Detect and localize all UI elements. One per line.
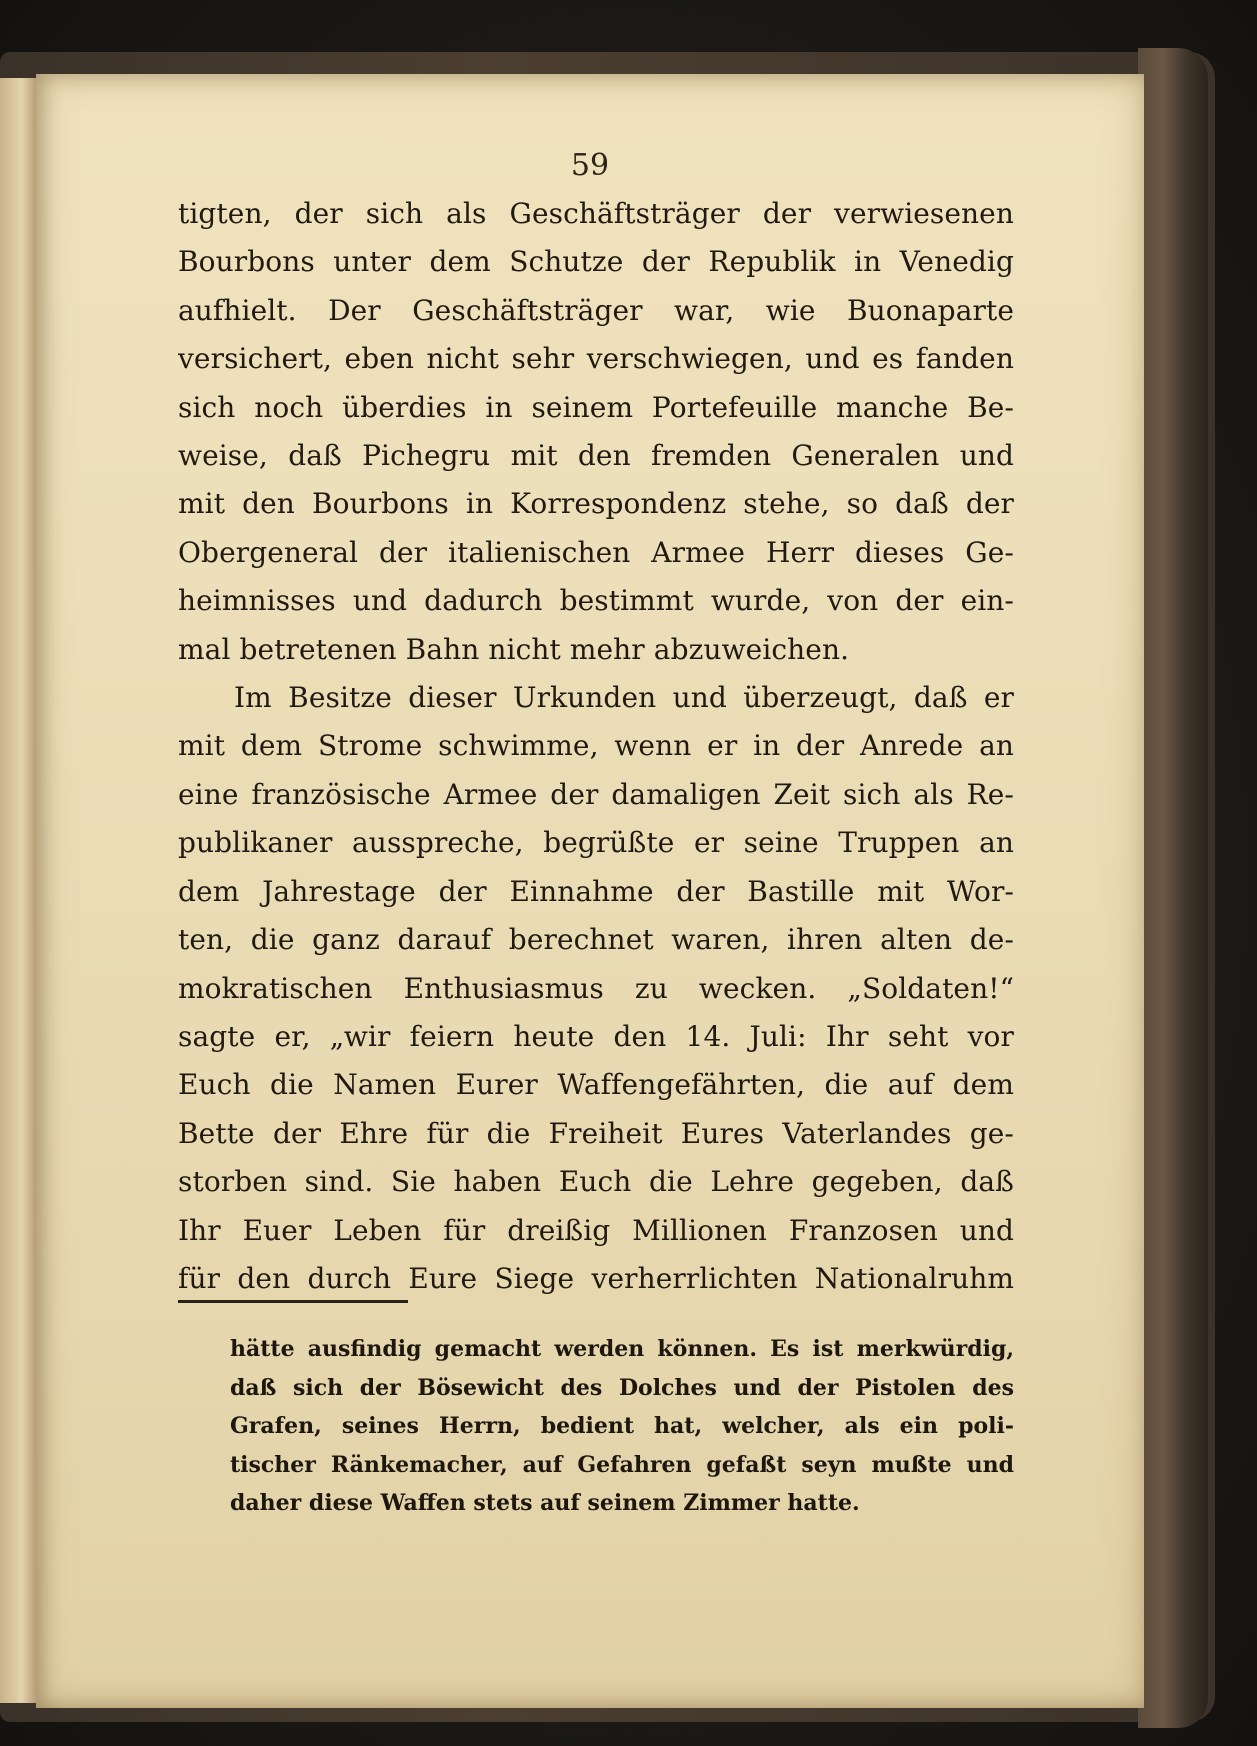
facing-page-edge [0,78,36,1703]
footnote-line: daher diese Waffen stets auf seinem Zimmer hatte. [230,1490,860,1516]
footnote-text [230,1330,1014,1523]
body-line: tigten, der sich als Geschäftsträger der verwiesenen [178,197,1014,230]
body-line: publikaner ausspreche, begrüßte er seine Truppen an [178,826,1014,860]
body-line: mit den Bourbons in Korrespondenz stehe, so daß der [178,487,1014,521]
footnote-line: tischer Ränkemacher, auf Gefahren gefaßt seyn mußte und [230,1451,1014,1478]
body-line: Ihr Euer Leben für dreißig Millionen Franzosen und [178,1213,1014,1247]
body-line: dem Jahrestage der Einnahme der Bastille mit Wor- [178,874,1014,908]
body-line: Bette der Ehre für die Freiheit Eures Vaterlandes ge- [178,1116,1014,1150]
body-line: Obergeneral der italienischen Armee Herr dieses Ge- [178,535,1014,569]
footnote-line: daß sich der Bösewicht des Dolches und der Pistolen des [230,1374,1014,1401]
body-line: versichert, eben nicht sehr verschwiegen, und es fanden [178,342,1014,376]
footnote-line: Grafen, seines Herrn, bedient hat, welcher, als ein poli- [230,1413,1014,1439]
body-line: für den durch Eure Siege verherrlichten Nationalruhm [178,1261,1014,1295]
body-line: mit dem Strome schwimme, wenn er in der Anrede an [178,729,1014,763]
footnote-line: hätte ausfindig gemacht werden können. Es ist merkwürdig, [230,1336,1014,1362]
body-line: aufhielt. Der Geschäftsträger war, wie Buonaparte [178,293,1014,327]
body-line: heimnisses und dadurch bestimmt wurde, von der ein- [178,584,1014,618]
body-line: sagte er, „wir feiern heute den 14. Juli: Ihr seht vor [178,1019,1014,1053]
body-line: Euch die Namen Eurer Waffengefährten, die auf dem [178,1068,1014,1102]
body-line: weise, daß Pichegru mit den fremden Generalen und [178,439,1014,473]
footnote-divider [178,1300,408,1303]
body-line: eine französische Armee der damaligen Zeit sich als Re- [178,777,1014,811]
body-line: mal betretenen Bahn nicht mehr abzuweichen. [178,632,850,666]
body-text [178,190,1014,1303]
body-line: storben sind. Sie haben Euch die Lehre gegeben, daß [178,1165,1014,1199]
page-number: 59 [570,148,610,183]
body-line: Bourbons unter dem Schutze der Republik in Venedig [178,245,1014,279]
body-line: ten, die ganz darauf berechnet waren, ihren alten de- [178,923,1014,957]
body-line: sich noch überdies in seinem Portefeuille manche Be- [178,390,1014,424]
body-line: Im Besitze dieser Urkunden und überzeugt, daß er [234,681,1014,715]
body-line: mokratischen Enthusiasmus zu wecken. „Soldaten!“ [178,971,1014,1005]
book-cover-edge [1138,48,1208,1728]
